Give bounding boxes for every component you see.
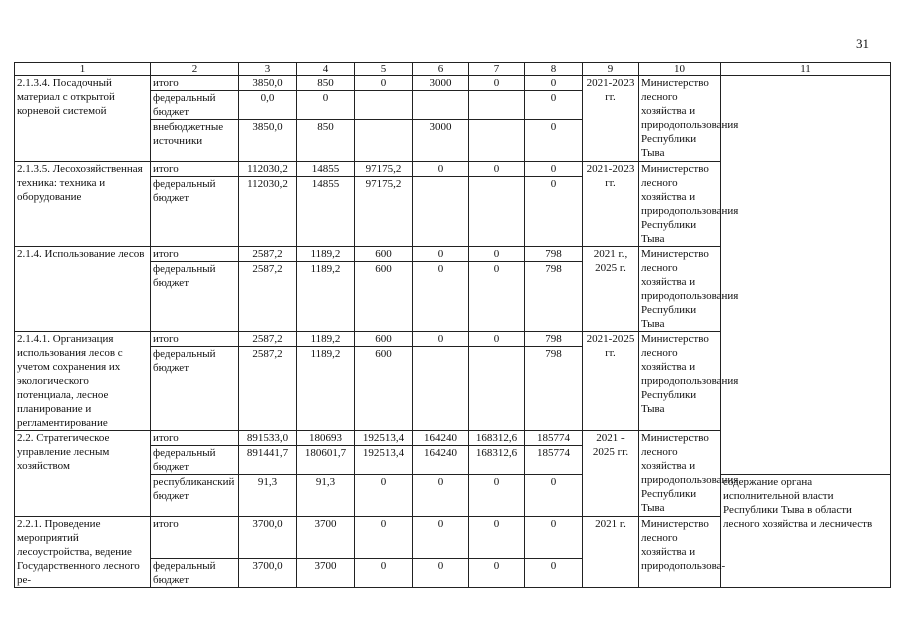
value-col5: 192513,4	[355, 431, 413, 446]
value-col6: 0	[413, 162, 469, 177]
funding-source: итого	[151, 332, 239, 347]
col-header: 6	[413, 63, 469, 76]
period: 2021-2023 гг.	[583, 76, 639, 162]
measure-name: 2.1.3.5. Лесохозяйственная техника: техника и оборудование	[15, 162, 151, 247]
value-col4: 14855	[297, 162, 355, 177]
value-col6: 0	[413, 332, 469, 347]
value-col8: 798	[525, 347, 583, 431]
period: 2021 - 2025 гг.	[583, 431, 639, 517]
funding-source: федеральный бюджет	[151, 347, 239, 431]
value-col6: 3000	[413, 120, 469, 162]
value-col6: 0	[413, 517, 469, 559]
value-col4: 0	[297, 91, 355, 120]
value-col7	[469, 177, 525, 247]
value-col7: 0	[469, 559, 525, 588]
funding-source: федеральный бюджет	[151, 559, 239, 588]
value-col8: 798	[525, 332, 583, 347]
value-col7	[469, 120, 525, 162]
col-header: 10	[639, 63, 721, 76]
value-col8: 0	[525, 475, 583, 517]
value-col8: 0	[525, 517, 583, 559]
total-value: 0,0	[239, 91, 297, 120]
value-col7: 0	[469, 517, 525, 559]
funding-source: федеральный бюджет	[151, 262, 239, 332]
value-col5: 97175,2	[355, 177, 413, 247]
executor: Министерство лесного хозяйства и природопользования Республики Тыва	[639, 247, 721, 332]
value-col7: 168312,6	[469, 446, 525, 475]
measure-name: 2.1.3.4. Посадочный материал с открытой корневой системой	[15, 76, 151, 162]
value-col5: 0	[355, 76, 413, 91]
total-value: 3700,0	[239, 559, 297, 588]
budget-table	[14, 62, 891, 588]
total-value: 891441,7	[239, 446, 297, 475]
value-col4: 180601,7	[297, 446, 355, 475]
value-col6	[413, 347, 469, 431]
value-col7: 0	[469, 332, 525, 347]
value-col8: 185774	[525, 446, 583, 475]
total-value: 2587,2	[239, 262, 297, 332]
col-header: 9	[583, 63, 639, 76]
executor: Министерство лесного хозяйства и природопользования Республики Тыва	[639, 332, 721, 431]
value-col7: 0	[469, 162, 525, 177]
value-col7	[469, 347, 525, 431]
value-col6: 3000	[413, 76, 469, 91]
period: 2021-2023 гг.	[583, 162, 639, 247]
executor: Министерство лесного хозяйства и природопользования Республики Тыва	[639, 76, 721, 162]
value-col6: 0	[413, 262, 469, 332]
measure-name: 2.1.4.1. Организация использования лесов с учетом сохранения их экологического потенциала, лесное планирование и регламентирование	[15, 332, 151, 431]
total-value: 891533,0	[239, 431, 297, 446]
value-col5	[355, 120, 413, 162]
page-number: 31	[856, 36, 869, 51]
value-col7: 0	[469, 76, 525, 91]
value-col8: 798	[525, 247, 583, 262]
value-col6: 164240	[413, 446, 469, 475]
executor: Министерство лесного хозяйства и природопользова-	[639, 517, 721, 588]
funding-source: итого	[151, 431, 239, 446]
col-header: 2	[151, 63, 239, 76]
value-col6: 0	[413, 559, 469, 588]
value-col4: 91,3	[297, 475, 355, 517]
col-header: 11	[721, 63, 891, 76]
value-col5: 600	[355, 247, 413, 262]
value-col4: 850	[297, 120, 355, 162]
value-col6: 0	[413, 475, 469, 517]
total-value: 112030,2	[239, 177, 297, 247]
funding-source: федеральный бюджет	[151, 91, 239, 120]
measure-name: 2.2. Стратегическое управление лесным хозяйством	[15, 431, 151, 517]
measure-name: 2.2.1. Проведение мероприятий лесоустройства, ведение Государственного лесного ре-	[15, 517, 151, 588]
value-col8: 0	[525, 120, 583, 162]
value-col8: 0	[525, 162, 583, 177]
value-col7: 168312,6	[469, 431, 525, 446]
executor: Министерство лесного хозяйства и природопользования Республики Тыва	[639, 162, 721, 247]
funding-source: итого	[151, 247, 239, 262]
col-header: 3	[239, 63, 297, 76]
value-col7: 0	[469, 262, 525, 332]
total-value: 3850,0	[239, 120, 297, 162]
value-col5: 600	[355, 347, 413, 431]
value-col8: 185774	[525, 431, 583, 446]
total-value: 3700,0	[239, 517, 297, 559]
value-col5: 600	[355, 332, 413, 347]
results-note: содержание органа исполнительной власти Республики Тыва в области лесного хозяйства и лесничеств	[721, 475, 891, 588]
funding-source: итого	[151, 162, 239, 177]
value-col8: 0	[525, 76, 583, 91]
col-header: 8	[525, 63, 583, 76]
funding-source: федеральный бюджет	[151, 177, 239, 247]
value-col4: 850	[297, 76, 355, 91]
value-col5	[355, 91, 413, 120]
value-col8: 0	[525, 559, 583, 588]
measure-name: 2.1.4. Использование лесов	[15, 247, 151, 332]
funding-source: внебюджетные источники	[151, 120, 239, 162]
header-row	[15, 63, 891, 76]
value-col5: 97175,2	[355, 162, 413, 177]
value-col6: 0	[413, 247, 469, 262]
value-col4: 14855	[297, 177, 355, 247]
value-col4: 1189,2	[297, 347, 355, 431]
value-col5: 600	[355, 262, 413, 332]
total-value: 2587,2	[239, 247, 297, 262]
col-header: 4	[297, 63, 355, 76]
value-col8: 0	[525, 91, 583, 120]
value-col8: 798	[525, 262, 583, 332]
value-col7: 0	[469, 475, 525, 517]
value-col4: 1189,2	[297, 247, 355, 262]
funding-source: итого	[151, 517, 239, 559]
period: 2021 г.	[583, 517, 639, 588]
value-col6: 164240	[413, 431, 469, 446]
total-value: 112030,2	[239, 162, 297, 177]
total-value: 3850,0	[239, 76, 297, 91]
executor: Министерство лесного хозяйства и природопользования Республики Тыва	[639, 431, 721, 517]
value-col6	[413, 177, 469, 247]
value-col7	[469, 91, 525, 120]
col-header: 5	[355, 63, 413, 76]
col-header: 7	[469, 63, 525, 76]
period: 2021 г., 2025 г.	[583, 247, 639, 332]
value-col5: 0	[355, 559, 413, 588]
funding-source: республиканский бюджет	[151, 475, 239, 517]
value-col8: 0	[525, 177, 583, 247]
value-col4: 3700	[297, 517, 355, 559]
total-value: 2587,2	[239, 347, 297, 431]
col-header: 1	[15, 63, 151, 76]
value-col5: 0	[355, 475, 413, 517]
funding-source: итого	[151, 76, 239, 91]
value-col4: 1189,2	[297, 262, 355, 332]
value-col6	[413, 91, 469, 120]
table-row	[15, 76, 891, 91]
value-col7: 0	[469, 247, 525, 262]
value-col5: 192513,4	[355, 446, 413, 475]
total-value: 2587,2	[239, 332, 297, 347]
value-col4: 1189,2	[297, 332, 355, 347]
value-col5: 0	[355, 517, 413, 559]
value-col4: 180693	[297, 431, 355, 446]
results-column	[721, 76, 891, 475]
value-col4: 3700	[297, 559, 355, 588]
period: 2021-2025 гг.	[583, 332, 639, 431]
funding-source: федеральный бюджет	[151, 446, 239, 475]
total-value: 91,3	[239, 475, 297, 517]
